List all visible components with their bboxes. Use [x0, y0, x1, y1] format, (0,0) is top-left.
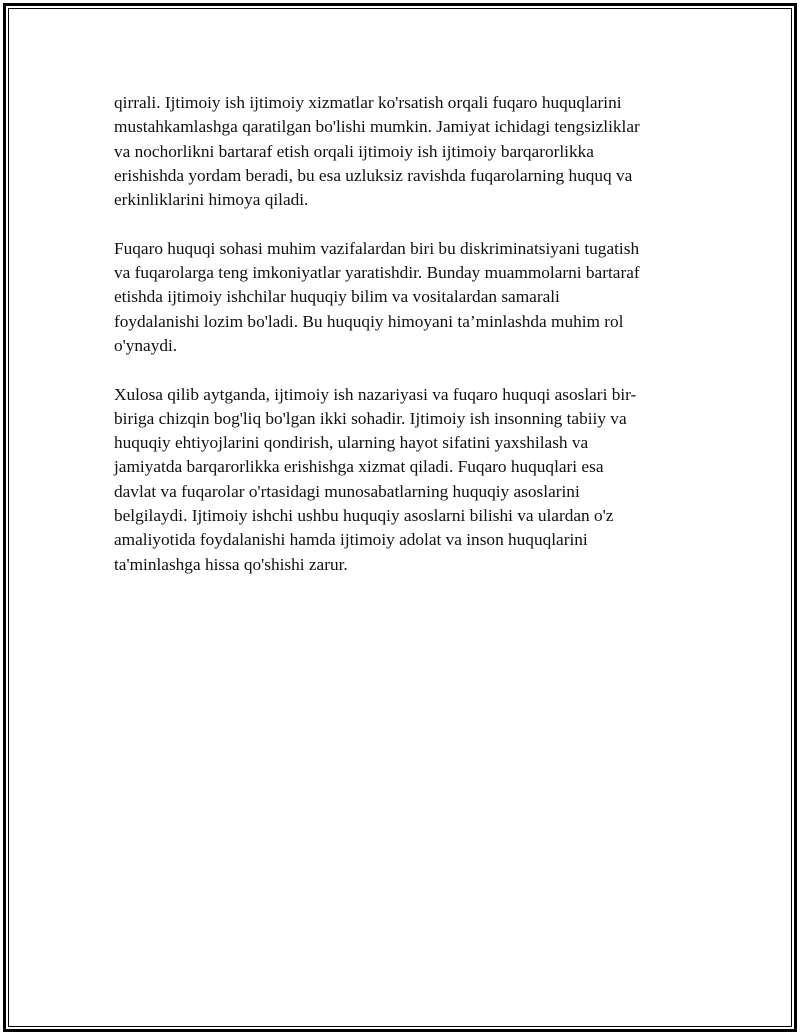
text-line: va fuqarolarga teng imkoniyatlar yaratishdir. Bunday muammolarni bartaraf — [114, 263, 640, 283]
text-line: erishishda yordam beradi, bu esa uzluksiz ravishda fuqarolarning huquq va — [114, 165, 633, 185]
paragraph-1 — [114, 91, 694, 212]
text-line: jamiyatda barqarorlikka erishishga xizmat qiladi. Fuqaro huquqlari esa — [114, 457, 604, 477]
paragraph-3 — [114, 383, 694, 577]
text-line: belgilaydi. Ijtimoiy ishchi ushbu huquqiy asoslarni bilishi va ulardan o'z — [114, 506, 614, 526]
text-line: etishda ijtimoiy ishchilar huquqiy bilim va vositalardan samarali — [114, 287, 560, 307]
text-line: ta'minlashga hissa qo'shishi zarur. — [114, 554, 348, 574]
text-line: Xulosa qilib aytganda, ijtimoiy ish nazariyasi va fuqaro huquqi asoslari bir- — [114, 384, 637, 404]
text-line: o'ynaydi. — [114, 335, 178, 355]
text-line: davlat va fuqarolar o'rtasidagi munosabatlarning huquqiy asoslarini — [114, 481, 580, 501]
text-line: va nochorlikni bartaraf etish orqali ijtimoiy ish ijtimoiy barqarorlikka — [114, 141, 594, 161]
text-line: erkinliklarini himoya qiladi. — [114, 190, 309, 210]
text-line: mustahkamlashga qaratilgan bo'lishi mumkin. Jamiyat ichidagi tengsizliklar — [114, 117, 640, 137]
text-line: huquqiy ehtiyojlarini qondirish, ularning hayot sifatini yaxshilash va — [114, 433, 589, 453]
paragraph-2 — [114, 237, 694, 358]
text-line: qirrali. Ijtimoiy ish ijtimoiy xizmatlar ko'rsatish orqali fuqaro huquqlarini — [114, 93, 622, 112]
document-body — [114, 91, 694, 601]
text-line: amaliyotida foydalanishi hamda ijtimoiy adolat va inson huquqlarini — [114, 530, 588, 550]
text-line: biriga chizqin bog'liq bo'lgan ikki sohadir. Ijtimoiy ish insonning tabiiy va — [114, 408, 627, 428]
text-line: Fuqaro huquqi sohasi muhim vazifalardan biri bu diskriminatsiyani tugatish — [114, 238, 640, 258]
text-line: foydalanishi lozim bo'ladi. Bu huquqiy himoyani ta’minlashda muhim rol — [114, 311, 624, 331]
